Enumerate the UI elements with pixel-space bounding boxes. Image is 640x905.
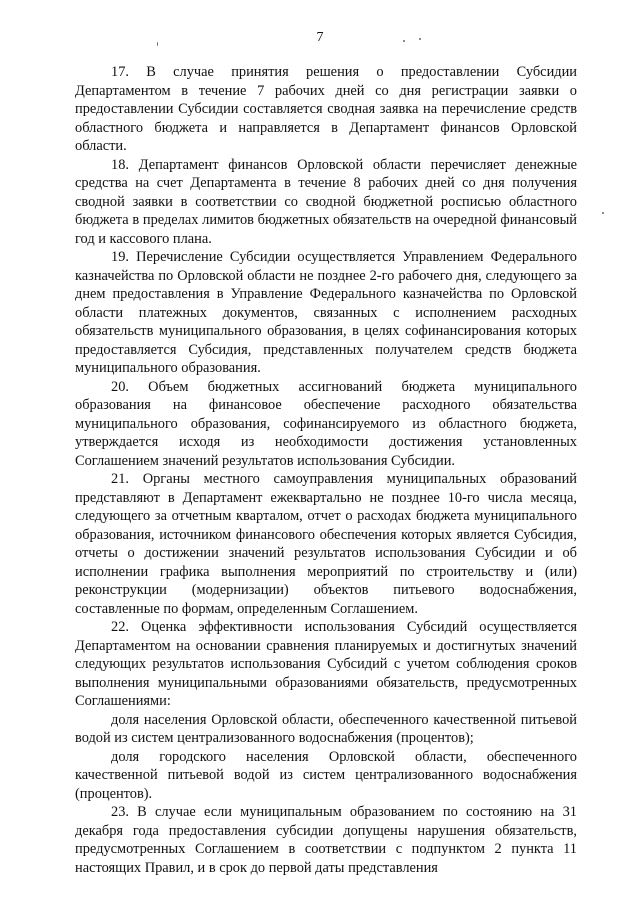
page-number: 7 bbox=[316, 30, 324, 45]
paragraph-22: 22. Оценка эффективности использования Субсидий осуществляется Департаментом на основании сравнения планируемых и достигнутых значений следующих результатов использования Субсидий с учетом соблюдения сроков выполнения муниципальными образованиями обязательств, предусмотренных Соглашениями: bbox=[75, 619, 577, 709]
scan-speck bbox=[602, 212, 604, 214]
scan-speck bbox=[419, 38, 421, 40]
paragraph-21: 21. Органы местного самоуправления муниципальных образований представляют в Департамент ежеквартально не позднее 10-го числа месяца, следующего за отчетным кварталом, отчет о расходах бюджета муниципального образования, источником финансового обеспечения которых является Субсидия, отчеты о достижении значений результатов использования Субсидии и об исполнении графика выполнения мероприятий по строительству и (или) реконструкции (модернизации) объектов питьевого водоснабжения, составленные по формам, определенным Соглашением. bbox=[75, 471, 577, 617]
scan-speck bbox=[157, 42, 158, 46]
paragraph-19: 19. Перечисление Субсидии осуществляется Управлением Федерального казначейства по Орловской области не позднее 2-го рабочего дня, следующего за днем предоставления в Управление Федерального казначейства по Орловской области платежных документов, связанных с исполнением расходных обязательств муниципального образования, в целях софинансирования которых предоставляется Субсидия, представленных получателем средств бюджета муниципального образования. bbox=[75, 249, 577, 376]
paragraph-20: 20. Объем бюджетных ассигнований бюджета муниципального образования на финансовое обеспечение расходного обязательства муниципального образования, софинансируемого из областного бюджета, утверждается исходя из необходимости достижения установленных Соглашением значений результатов использования Субсидии. bbox=[75, 378, 577, 469]
paragraph-23: 23. В случае если муниципальным образованием по состоянию на 31 декабря года предоставления субсидии допущены нарушения обязательств, предусмотренных Соглашением в соответствии с подпунктом 2 пункта 11 настоящих Правил, и в срок до первой даты представления bbox=[75, 804, 577, 876]
paragraph-22-item-1: доля населения Орловской области, обеспеченного качественной питьевой водой из систем централизованного водоснабжения (процентов); bbox=[75, 711, 577, 746]
paragraph-17: 17. В случае принятия решения о предоставлении Субсидии Департаментом в течение 7 рабочих дней со дня регистрации заявки о предоставлении Субсидии составляется сводная заявка на перечисление средств областного бюджета и направляется в Департамент финансов Орловской области. bbox=[75, 64, 577, 154]
paragraph-18: 18. Департамент финансов Орловской области перечисляет денежные средства на счет Департамента в течение 8 рабочих дней со дня получения сводной заявки в соответствии со сводной бюджетной росписью областного бюджета в пределах лимитов бюджетных обязательств на очередной финансовый год и кассового плана. bbox=[75, 156, 577, 247]
scan-speck bbox=[403, 40, 405, 42]
document-body bbox=[75, 63, 577, 877]
paragraph-22-item-2: доля городского населения Орловской области, обеспеченного качественной питьевой водой из систем централизованного водоснабжения (процентов). bbox=[75, 748, 577, 802]
